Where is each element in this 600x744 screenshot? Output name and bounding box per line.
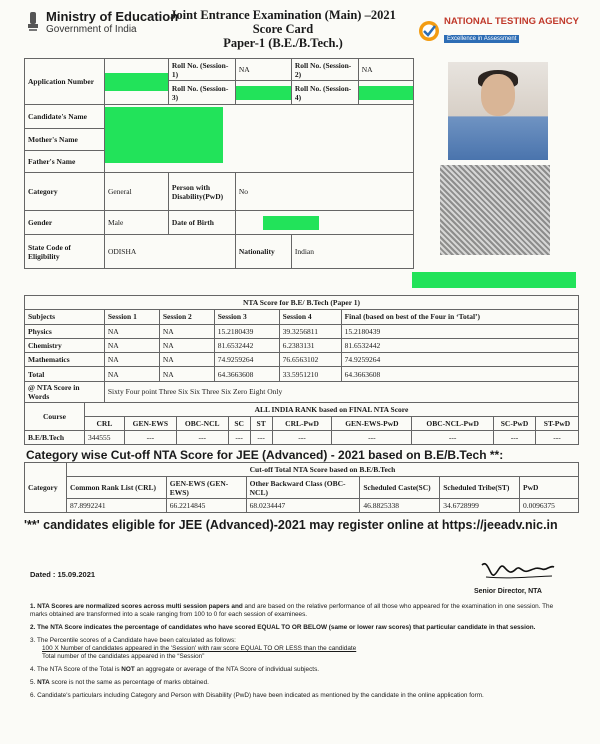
subject-name: Total (25, 367, 105, 381)
score-cell: 15.2180439 (214, 324, 279, 338)
rank-header: GEN-EWS-PwD (332, 417, 412, 431)
note-2: 2. The NTA Score indicates the percentage of candidates who have scored EQUAL TO OR BELOW (same or lower raw scores) that particular candidate in that session. (30, 624, 536, 631)
note-6: 6. Candidate's particulars including Category and Person with Disability (PwD) have been indicated as mentioned by the candidate in the online application form. (30, 692, 484, 699)
score-cell: 39.3256811 (279, 324, 341, 338)
dob-value (235, 211, 413, 235)
score-cell: 74.9259264 (341, 353, 578, 367)
notes-section (30, 603, 570, 705)
course-label: Course (25, 403, 85, 431)
table-row (25, 431, 579, 445)
cutoff-cell: 34.6728999 (440, 499, 520, 513)
cutoff-table-title: Cut-off Total NTA Score based on B.E/B.Tech (66, 463, 578, 477)
score-cell: 15.2180439 (341, 324, 578, 338)
state-value: ODISHA (104, 235, 235, 269)
score-header: Subjects (25, 310, 105, 324)
score-cell: NA (104, 338, 159, 352)
exam-title: Joint Entrance Examination (Main) –2021 (170, 8, 396, 22)
national-emblem-icon (26, 10, 40, 38)
score-cell: 33.5951210 (279, 367, 341, 381)
cutoff-cell: 87.8992241 (66, 499, 166, 513)
score-table-title: NTA Score for B.E/ B.Tech (Paper 1) (25, 296, 579, 310)
cutoff-header: Scheduled Tribe(ST) (440, 477, 520, 499)
roll3-value (235, 81, 291, 105)
dob-label: Date of Birth (168, 211, 235, 235)
pwd-value: No (235, 173, 413, 211)
director-signature-image (478, 557, 558, 583)
issue-date: Dated : 15.09.2021 (30, 570, 96, 579)
nta-block (418, 16, 579, 45)
ministry-name: Ministry of Education (46, 9, 179, 24)
table-row (25, 499, 579, 513)
name-values (104, 105, 413, 173)
score-header: Session 1 (104, 310, 159, 324)
category-value: General (104, 173, 168, 211)
page-header (0, 0, 600, 58)
cutoff-header: Other Backward Class (OBC-NCL) (246, 477, 360, 499)
redaction-bar (412, 272, 576, 288)
cutoff-header: GEN-EWS (GEN-EWS) (166, 477, 246, 499)
score-cell: NA (159, 324, 214, 338)
score-words-value: Sixty Four point Three Six Six Three Six Zero Eight Only (104, 381, 578, 402)
score-header: Session 2 (159, 310, 214, 324)
signatory-title: Senior Director, NTA (474, 588, 542, 595)
table-row (25, 338, 579, 352)
government-name: Government of India (46, 24, 137, 35)
card-title: Score Card (252, 22, 314, 36)
rank-cell: --- (332, 431, 412, 445)
rank-cell: --- (250, 431, 272, 445)
score-cell: NA (159, 367, 214, 381)
cutoff-category-label: Category (25, 463, 67, 513)
cutoff-cell: 68.0234447 (246, 499, 360, 513)
note-5: 5. NTA score is not the same as percentage of marks obtained. (30, 679, 209, 686)
cutoff-table (24, 462, 579, 513)
roll4-label: Roll No. (Session-4) (291, 81, 358, 105)
cutoff-heading: Category wise Cut-off NTA Score for JEE (Advanced) - 2021 based on B.E/B.Tech **: (26, 448, 504, 462)
rank-header: ST-PwD (535, 417, 578, 431)
gender-label: Gender (25, 211, 105, 235)
score-cell: 64.3663608 (341, 367, 578, 381)
rank-title: ALL INDIA RANK based on FINAL NTA Score (84, 403, 578, 417)
score-words-label: @ NTA Score in Words (25, 381, 105, 402)
rank-cell: --- (535, 431, 578, 445)
paper-title: Paper-1 (B.E./B.Tech.) (223, 36, 343, 50)
rank-cell: --- (412, 431, 494, 445)
cutoff-cell: 66.2214845 (166, 499, 246, 513)
candidate-name-label: Candidate's Name (25, 105, 105, 129)
cutoff-header: Common Rank List (CRL) (66, 477, 166, 499)
rank-cell: --- (494, 431, 536, 445)
score-cell: 81.6532442 (341, 338, 578, 352)
score-header: Final (based on best of the Four in ‘Total’) (341, 310, 578, 324)
rank-header: SC-PwD (494, 417, 536, 431)
roll1-value: NA (235, 59, 291, 81)
score-cell: NA (159, 353, 214, 367)
formula-denominator: Total number of the candidates appeared in the “Session” (42, 653, 205, 660)
note-1: 1. NTA Scores are normalized scores across multi session papers and and are based on the relative performance of all those who appeared for the examination in one session. The marks obtained are transformed into a scale ranging from 100 to 0 for each session of examinees. (30, 603, 554, 618)
score-cell: 6.2383131 (279, 338, 341, 352)
rank-header: GEN-EWS (124, 417, 176, 431)
table-row (25, 367, 579, 381)
roll4-value (358, 81, 413, 105)
score-cell: NA (104, 367, 159, 381)
table-row (25, 324, 579, 338)
father-name-label: Father's Name (25, 151, 105, 173)
roll2-label: Roll No. (Session-2) (291, 59, 358, 81)
formula-numerator: 100 X Number of candidates appeared in the 'Session' with raw score EQUAL TO OR LESS than the candidate (42, 645, 357, 652)
rank-table (24, 402, 579, 445)
candidate-photo (448, 62, 548, 160)
agency-name: NATIONAL TESTING AGENCY (444, 16, 579, 27)
nta-score-table (24, 295, 579, 403)
rank-cell: 344555 (84, 431, 124, 445)
candidate-signature-image (440, 165, 550, 255)
cutoff-header: Scheduled Caste(SC) (360, 477, 440, 499)
gender-value: Male (104, 211, 168, 235)
mother-name-label: Mother's Name (25, 129, 105, 151)
rank-cell: --- (228, 431, 250, 445)
ministry-block (26, 10, 178, 38)
rank-header: CRL (84, 417, 124, 431)
nationality-label: Nationality (235, 235, 291, 269)
nta-logo-icon (418, 20, 440, 42)
category-label: Category (25, 173, 105, 211)
note-4: 4. The NTA Score of the Total is NOT an aggregate or average of the NTA Score of individual subjects. (30, 666, 320, 673)
course-value: B.E/B.Tech (25, 431, 85, 445)
roll2-value: NA (358, 59, 413, 81)
rank-header: OBC-NCL-PwD (412, 417, 494, 431)
pwd-label: Person with Disability(PwD) (168, 173, 235, 211)
document-title (168, 8, 398, 50)
cutoff-cell: 0.0096375 (520, 499, 579, 513)
subject-name: Physics (25, 324, 105, 338)
eligibility-note: '**' candidates eligible for JEE (Advanced)-2021 may register online at https://jeeadv.nic.in (24, 518, 558, 532)
score-cell: 74.9259264 (214, 353, 279, 367)
nationality-value: Indian (291, 235, 413, 269)
roll3-label: Roll No. (Session-3) (168, 81, 235, 105)
score-cell: 81.6532442 (214, 338, 279, 352)
roll1-label: Roll No. (Session-1) (168, 59, 235, 81)
cutoff-cell: 46.8825338 (360, 499, 440, 513)
note-3: 3. The Percentile scores of a Candidate have been calculated as follows: 100 X Number of candidates appeared in the 'Session' with raw score EQUAL TO OR LESS than the candidate Total number of the candidates appeared in the “Session” (30, 637, 570, 661)
cutoff-header: PwD (520, 477, 579, 499)
rank-cell: --- (176, 431, 228, 445)
rank-header: ST (250, 417, 272, 431)
score-cell: NA (104, 353, 159, 367)
score-header: Session 3 (214, 310, 279, 324)
rank-header: CRL-PwD (272, 417, 332, 431)
score-cell: 76.6563102 (279, 353, 341, 367)
score-cell: 64.3663608 (214, 367, 279, 381)
rank-cell: --- (124, 431, 176, 445)
state-label: State Code of Eligibility (25, 235, 105, 269)
subject-name: Mathematics (25, 353, 105, 367)
score-header: Session 4 (279, 310, 341, 324)
application-number-value (104, 59, 168, 105)
table-row (25, 353, 579, 367)
subject-name: Chemistry (25, 338, 105, 352)
agency-tagline: Excellence in Assessment (444, 35, 519, 43)
application-number-label: Application Number (25, 59, 105, 105)
rank-header: OBC-NCL (176, 417, 228, 431)
score-cell: NA (159, 338, 214, 352)
score-cell: NA (104, 324, 159, 338)
rank-cell: --- (272, 431, 332, 445)
rank-header: SC (228, 417, 250, 431)
